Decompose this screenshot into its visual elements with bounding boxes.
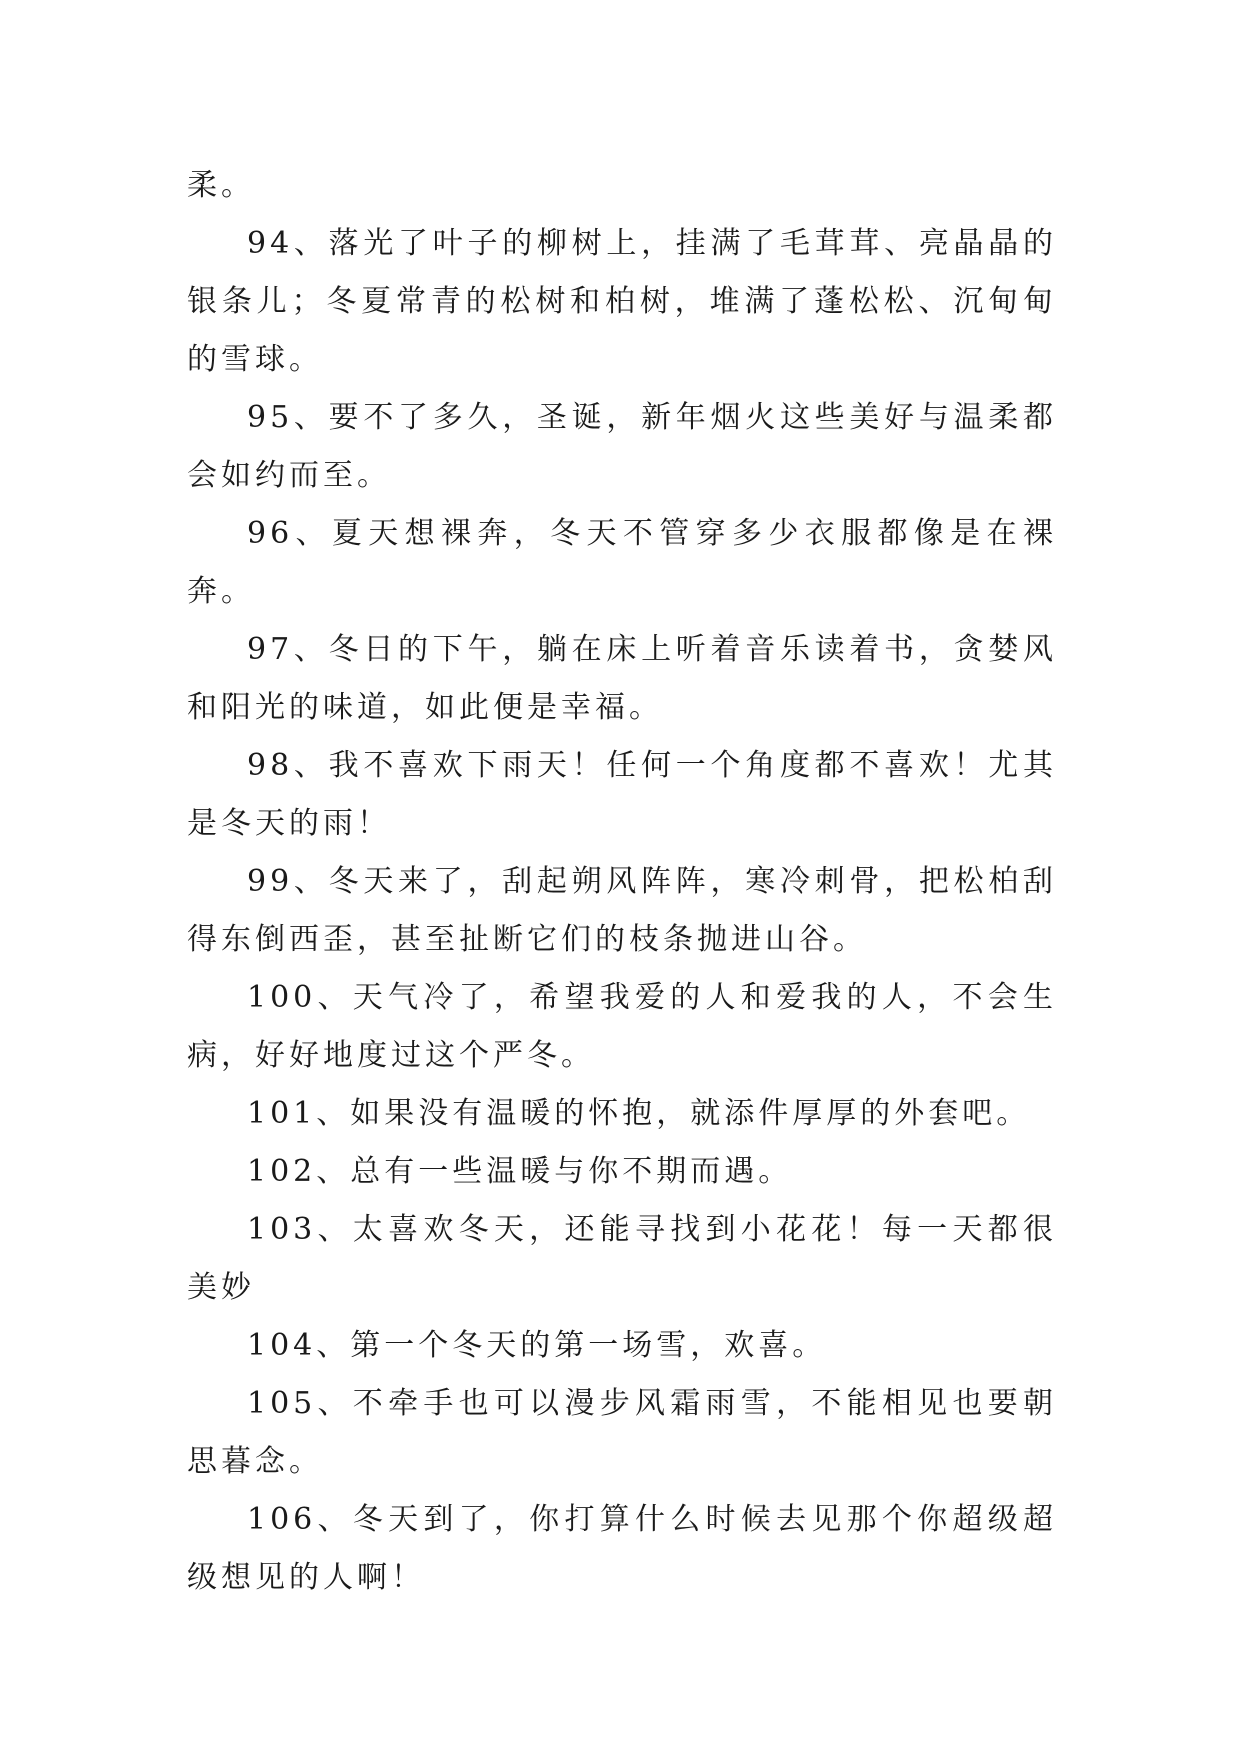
paragraph-95: 95、要不了多久，圣诞，新年烟火这些美好与温柔都会如约而至。: [187, 400, 1057, 493]
paragraph-101: 101、如果没有温暖的怀抱，就添件厚厚的外套吧。: [247, 1096, 1031, 1131]
document-page: [187, 157, 1057, 1607]
paragraph-103: 103、太喜欢冬天，还能寻找到小花花！每一天都很美妙: [187, 1212, 1057, 1305]
paragraph-106: 106、冬天到了，你打算什么时候去见那个你超级超级想见的人啊！: [187, 1502, 1057, 1595]
paragraph-98: 98、我不喜欢下雨天！任何一个角度都不喜欢！尤其是冬天的雨！: [187, 748, 1057, 841]
paragraph-continuation: 柔。: [187, 168, 255, 203]
paragraph-97: 97、冬日的下午，躺在床上听着音乐读着书，贪婪风和阳光的味道，如此便是幸福。: [187, 632, 1057, 725]
paragraph-102: 102、总有一些温暖与你不期而遇。: [247, 1154, 793, 1189]
paragraph-104: 104、第一个冬天的第一场雪，欢喜。: [247, 1328, 827, 1363]
paragraph-100: 100、天气冷了，希望我爱的人和爱我的人，不会生病，好好地度过这个严冬。: [187, 980, 1057, 1073]
paragraph-105: 105、不牵手也可以漫步风霜雨雪，不能相见也要朝思暮念。: [187, 1386, 1057, 1479]
paragraph-96: 96、夏天想裸奔，冬天不管穿多少衣服都像是在裸奔。: [187, 516, 1057, 609]
paragraph-99: 99、冬天来了，刮起朔风阵阵，寒冷刺骨，把松柏刮得东倒西歪，甚至扯断它们的枝条抛进山谷。: [187, 864, 1057, 957]
paragraph-94: 94、落光了叶子的柳树上，挂满了毛茸茸、亮晶晶的银条儿；冬夏常青的松树和柏树，堆满了蓬松松、沉甸甸的雪球。: [187, 226, 1057, 377]
